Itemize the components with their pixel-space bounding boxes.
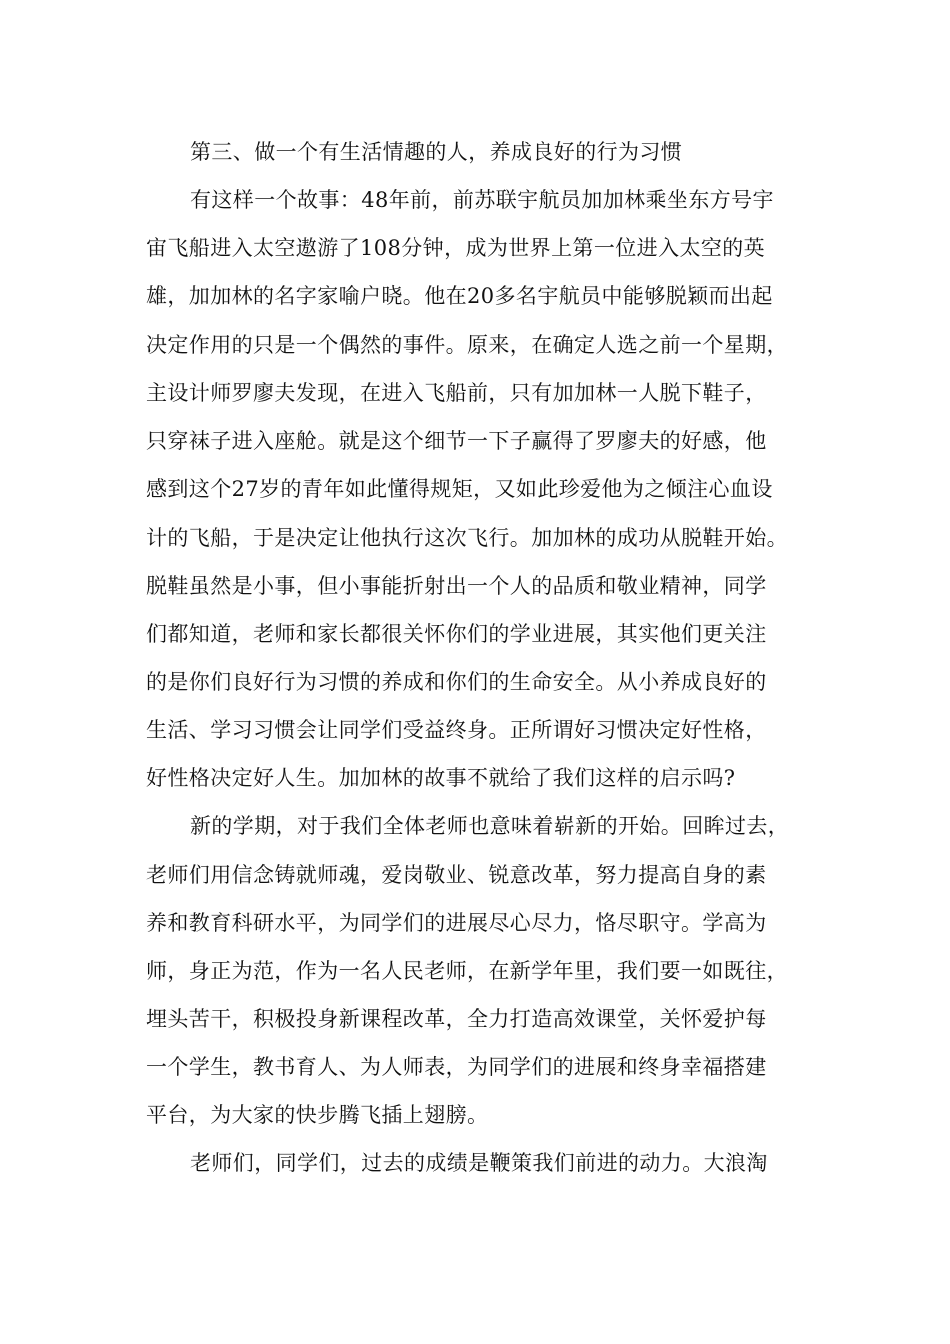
paragraph-line: 老师们，同学们，过去的成绩是鞭策我们前进的动力。大浪淘 [190, 1151, 768, 1175]
paragraph-line: 有这样一个故事：48年前，前苏联宇航员加加林乘坐东方号宇 [190, 188, 774, 212]
paragraph-line: 师，身正为范，作为一名人民老师，在新学年里，我们要一如既往， [146, 959, 788, 983]
paragraph-line: 生活、学习习惯会让同学们受益终身。正所谓好习惯决定好性格， [146, 718, 767, 742]
paragraph-line: 主设计师罗廖夫发现，在进入飞船前，只有加加林一人脱下鞋子， [146, 381, 767, 405]
paragraph-line: 们都知道，老师和家长都很关怀你们的学业进展，其实他们更关注 [146, 622, 767, 646]
paragraph-line: 好性格决定好人生。加加林的故事不就给了我们这样的启示吗? [146, 766, 736, 790]
paragraph-line: 老师们用信念铸就师魂，爱岗敬业、锐意改革，努力提高自身的素 [146, 863, 767, 887]
paragraph-line: 宙飞船进入太空遨游了108分钟，成为世界上第一位进入太空的英 [146, 236, 766, 260]
paragraph-line: 计的飞船，于是决定让他执行这次飞行。加加林的成功从脱鞋开始。 [146, 526, 788, 550]
paragraph-line: 养和教育科研水平，为同学们的进展尽心尽力，恪尽职守。学高为 [146, 911, 767, 935]
paragraph-line: 只穿袜子进入座舱。就是这个细节一下子赢得了罗廖夫的好感，他 [146, 429, 767, 453]
paragraph-line: 一个学生，教书育人、为人师表，为同学们的进展和终身幸福搭建 [146, 1055, 767, 1079]
paragraph-line: 感到这个27岁的青年如此懂得规矩，又如此珍爱他为之倾注心血设 [146, 477, 773, 501]
paragraph-line: 新的学期，对于我们全体老师也意味着崭新的开始。回眸过去， [190, 814, 790, 838]
paragraph-line: 的是你们良好行为习惯的养成和你们的生命安全。从小养成良好的 [146, 670, 767, 694]
section-heading: 第三、做一个有生活情趣的人，养成良好的行为习惯 [190, 140, 683, 164]
paragraph-line: 平台，为大家的快步腾飞插上翅膀。 [146, 1103, 489, 1127]
paragraph-line: 埋头苦干，积极投身新课程改革，全力打造高效课堂，关怀爱护每 [146, 1007, 767, 1031]
paragraph-line: 决定作用的只是一个偶然的事件。原来，在确定人选之前一个星期， [146, 333, 788, 357]
paragraph-line: 脱鞋虽然是小事，但小事能折射出一个人的品质和敬业精神，同学 [146, 574, 767, 598]
paragraph-line: 雄，加加林的名字家喻户晓。他在20多名宇航员中能够脱颖而出起 [146, 284, 773, 308]
